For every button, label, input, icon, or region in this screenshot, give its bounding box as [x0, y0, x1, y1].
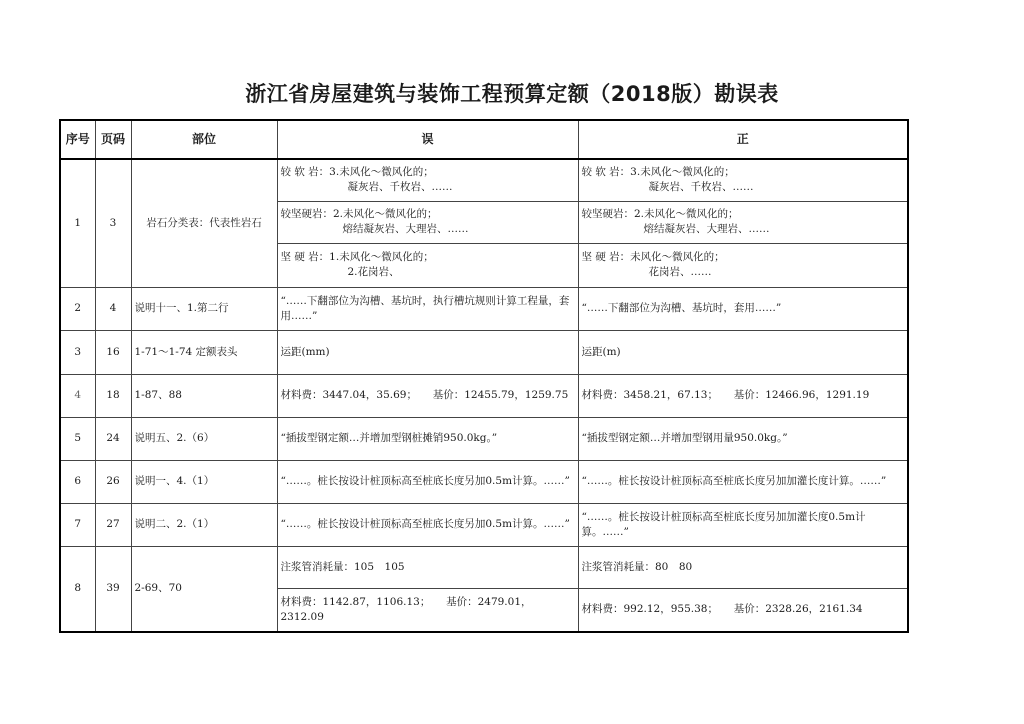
cell-page: 18 — [95, 374, 131, 417]
cell-wrong: 材料费：1142.87，1106.13； 基价：2479.01，2312.09 — [277, 588, 578, 632]
table-row — [60, 159, 908, 201]
cell-wrong — [277, 243, 578, 287]
cell-right: 材料费：992.12，955.38； 基价：2328.26，2161.34 — [578, 588, 908, 632]
rock-sub-line: 2.花岗岩、 — [347, 266, 400, 278]
cell-no: 4 — [60, 374, 95, 417]
rock-line: 较坚硬岩：2.未风化～微风化的； — [280, 208, 438, 220]
cell-right: “……下翻部位为沟槽、基坑时，套用……” — [578, 287, 908, 330]
cell-wrong: 注浆管消耗量：105 105 — [277, 546, 578, 588]
cell-no: 5 — [60, 417, 95, 460]
cell-page: 16 — [95, 330, 131, 374]
rock-line: 较 软 岩：3.未风化～微风化的； — [280, 166, 434, 179]
cell-part: 说明一、4.（1） — [131, 460, 277, 503]
cell-wrong: “……。桩长按设计桩顶标高至桩底长度另加0.5m计算。……” — [277, 503, 578, 546]
cell-wrong: 材料费：3447.04，35.69； 基价：12455.79，1259.75 — [277, 374, 578, 417]
cell-no: 7 — [60, 503, 95, 546]
cell-page: 3 — [95, 159, 131, 287]
header-no: 序号 — [60, 120, 95, 159]
table-row — [60, 546, 908, 588]
table-row — [60, 417, 908, 460]
cell-page: 26 — [95, 460, 131, 503]
cell-wrong — [277, 159, 578, 201]
cell-right: 注浆管消耗量：80 80 — [578, 546, 908, 588]
cell-part: 1-71～1-74 定额表头 — [131, 330, 277, 374]
cell-right: “……。桩长按设计桩顶标高至桩底长度另加加灌长度0.5m计算。……” — [578, 503, 908, 546]
cell-no: 2 — [60, 287, 95, 330]
cell-no: 6 — [60, 460, 95, 503]
cell-part: 说明十一、1.第二行 — [131, 287, 277, 330]
cell-right — [578, 159, 908, 201]
cell-right — [578, 243, 908, 287]
cell-right: “……。桩长按设计桩顶标高至桩底长度另加加灌长度计算。……” — [578, 460, 908, 503]
rock-line: 坚 硬 岩：未风化～微风化的； — [581, 251, 725, 263]
cell-page: 27 — [95, 503, 131, 546]
header-page: 页码 — [95, 120, 131, 159]
rock-line: 较 软 岩：3.未风化～微风化的； — [581, 166, 735, 179]
cell-no: 3 — [60, 330, 95, 374]
table-row — [60, 503, 908, 546]
cell-wrong — [277, 201, 578, 243]
header-row — [60, 120, 908, 159]
cell-right: “插拔型钢定额…并增加型钢用量950.0kg。” — [578, 417, 908, 460]
cell-wrong: “插拔型钢定额…并增加型钢桩摊销950.0kg。” — [277, 417, 578, 460]
cell-wrong: “……下翻部位为沟槽、基坑时，执行槽坑规则计算工程量，套用……” — [277, 287, 578, 330]
cell-wrong: “……。桩长按设计桩顶标高至桩底长度另加0.5m计算。……” — [277, 460, 578, 503]
page-title: 浙江省房屋建筑与装饰工程预算定额（2018版）勘误表 — [245, 82, 779, 106]
rock-line: 坚 硬 岩：1.未风化～微风化的； — [280, 251, 434, 263]
header-part: 部位 — [131, 120, 277, 159]
cell-part: 岩石分类表：代表性岩石 — [131, 159, 277, 287]
cell-page: 24 — [95, 417, 131, 460]
header-wrong: 误 — [277, 120, 578, 159]
header-right: 正 — [578, 120, 908, 159]
cell-wrong: 运距(mm) — [277, 330, 578, 374]
rock-sub-line: 凝灰岩、千枚岩、…… — [648, 181, 754, 194]
table-row — [60, 460, 908, 503]
errata-table — [59, 119, 909, 633]
cell-page: 39 — [95, 546, 131, 632]
rock-sub-line: 凝灰岩、千枚岩、…… — [347, 181, 453, 194]
rock-sub-line: 熔结凝灰岩、大理岩、…… — [342, 223, 469, 235]
cell-right: 材料费：3458.21，67.13； 基价：12466.96，1291.19 — [578, 374, 908, 417]
table-row — [60, 287, 908, 330]
table-row — [60, 330, 908, 374]
cell-right: 运距(m) — [578, 330, 908, 374]
cell-no: 8 — [60, 546, 95, 632]
table-row — [60, 374, 908, 417]
cell-right — [578, 201, 908, 243]
cell-part: 说明五、2.（6） — [131, 417, 277, 460]
rock-sub-line: 熔结凝灰岩、大理岩、…… — [643, 223, 770, 235]
rock-sub-line: 花岗岩、…… — [648, 266, 712, 278]
rock-line: 较坚硬岩：2.未风化～微风化的； — [581, 208, 739, 220]
cell-part: 1-87、88 — [131, 374, 277, 417]
cell-part: 说明二、2.（1） — [131, 503, 277, 546]
cell-page: 4 — [95, 287, 131, 330]
cell-part: 2-69、70 — [131, 546, 277, 632]
cell-no: 1 — [60, 159, 95, 287]
